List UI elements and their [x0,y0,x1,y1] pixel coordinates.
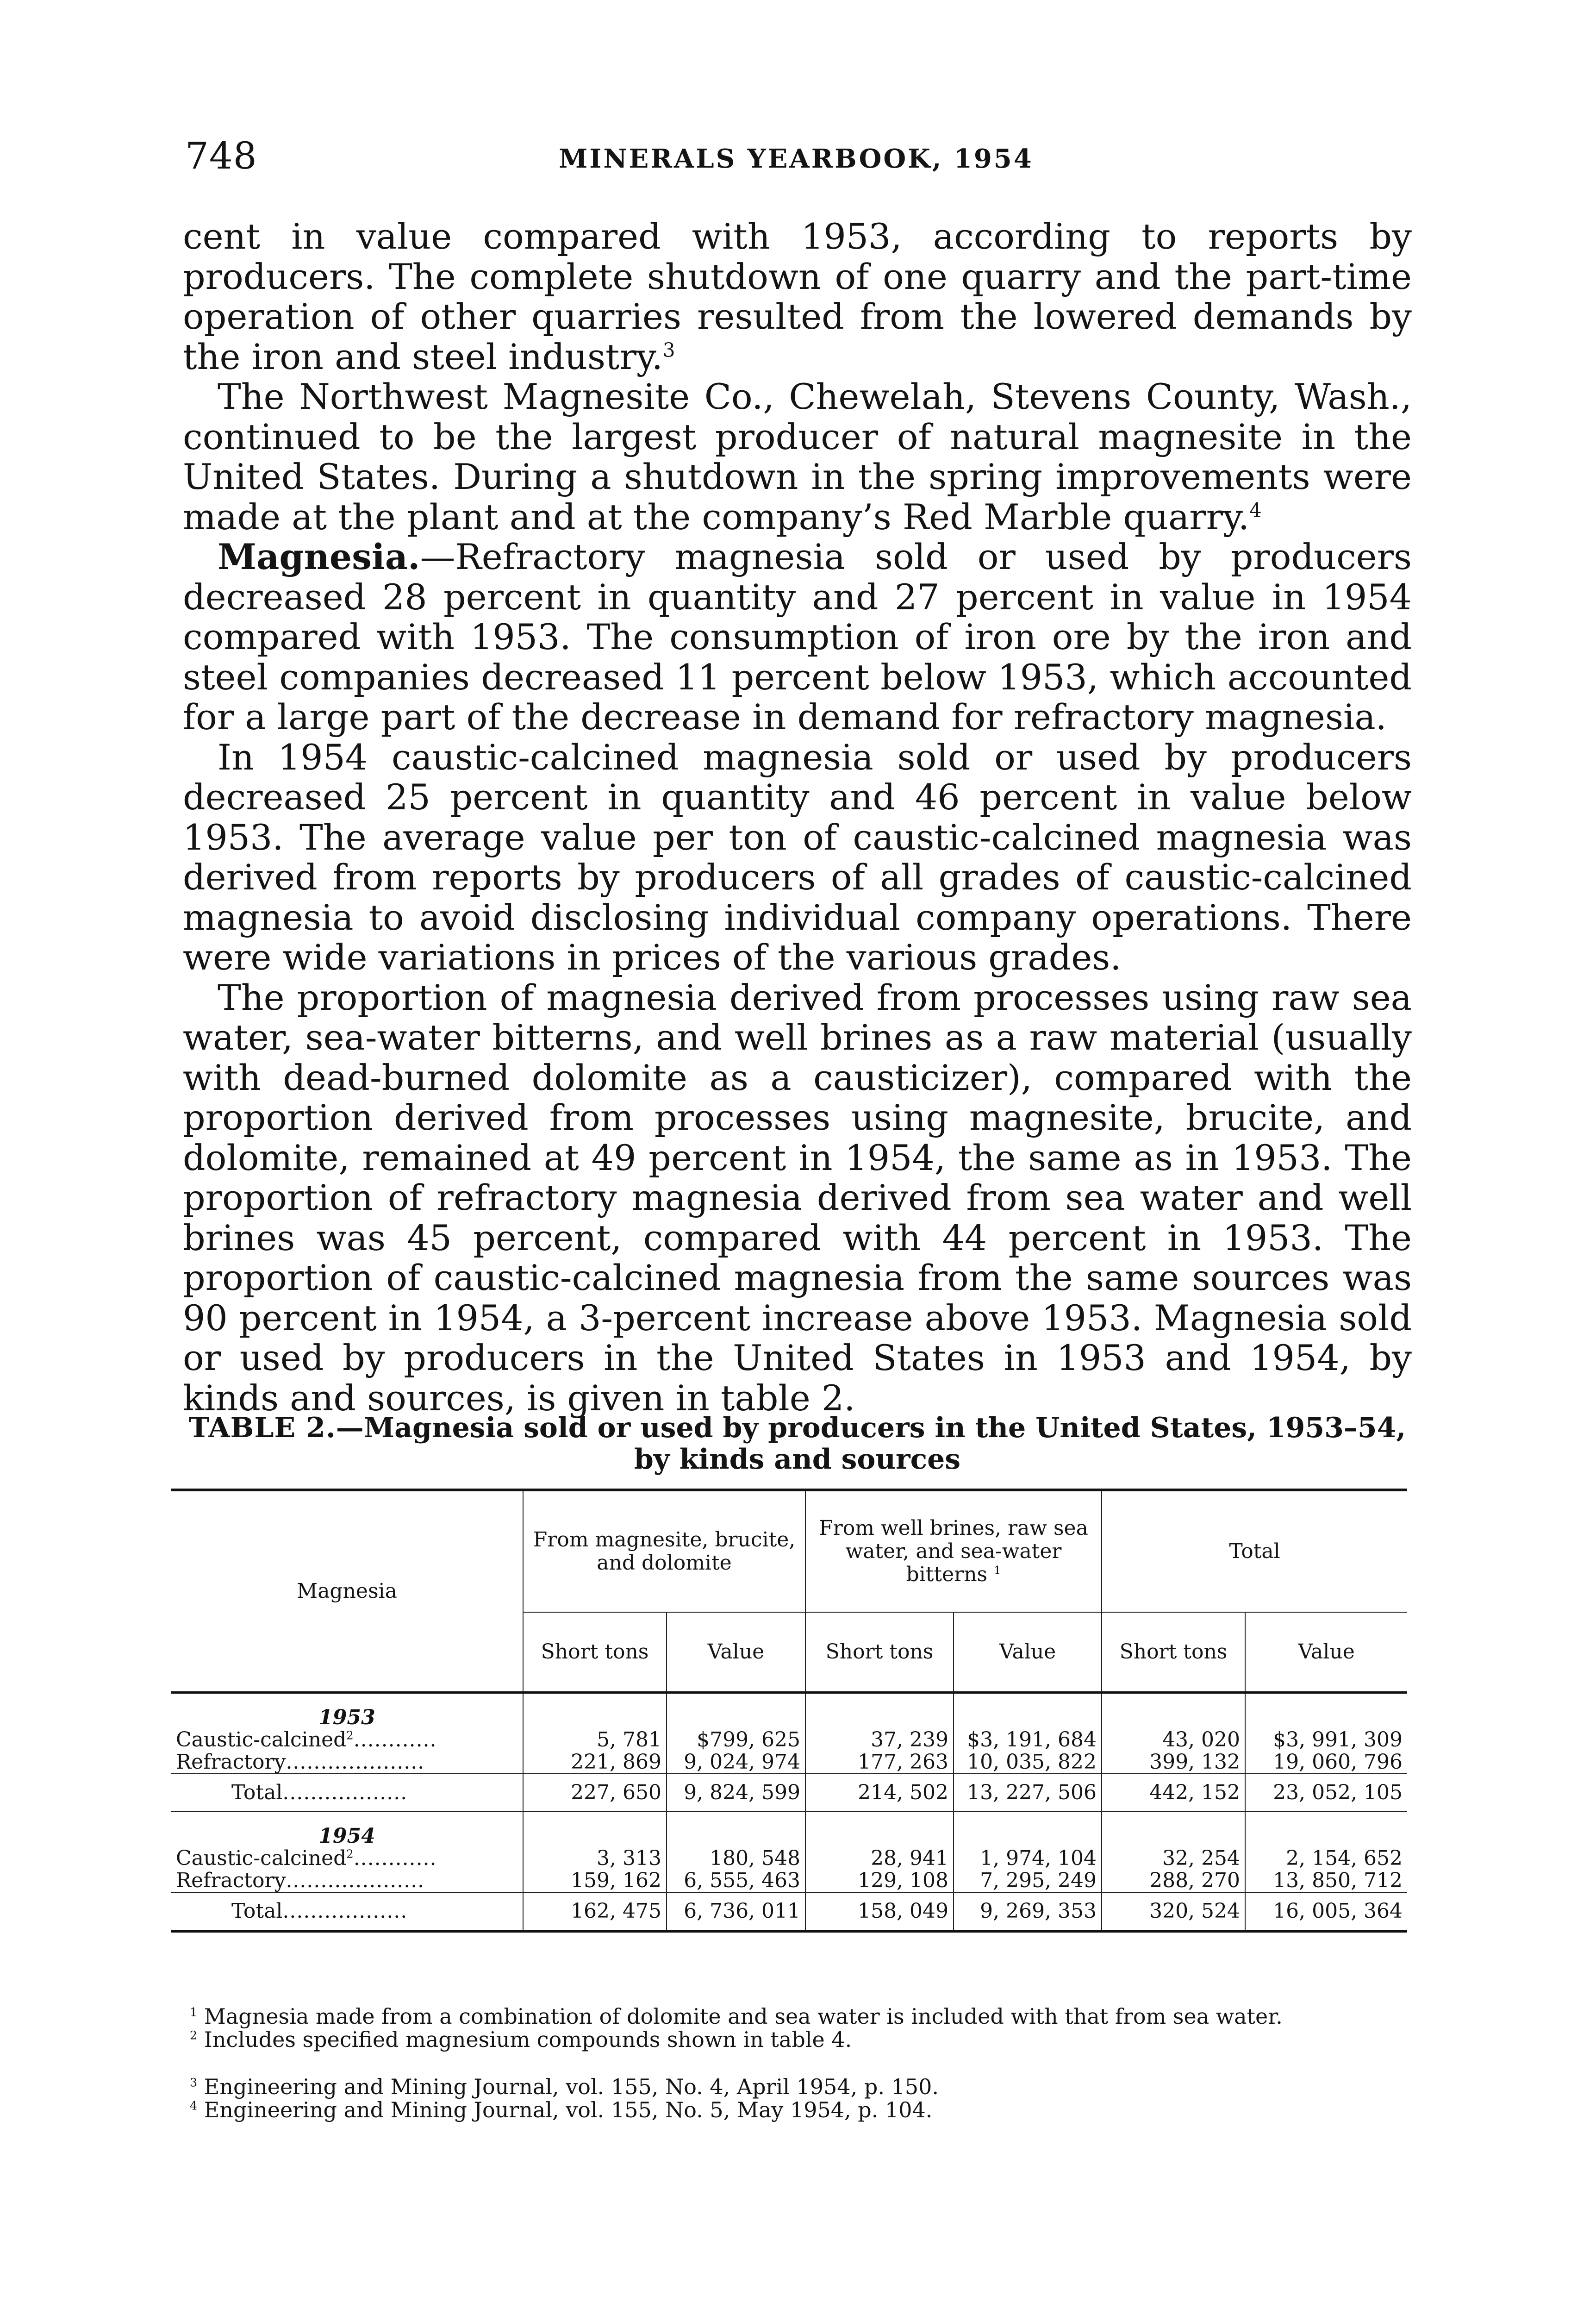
col-value: Value [954,1612,1102,1693]
running-title: MINERALS YEARBOOK, 1954 [559,144,1034,174]
cell: $799, 625 [667,1729,805,1751]
col-value: Value [1245,1612,1407,1693]
cell: 3, 313 [523,1847,667,1870]
footnote-2: $^2$ Includes specified magnesium compounds shown in table 4. [190,2027,852,2052]
col-value: Value [667,1612,805,1693]
body-text [183,217,1412,1418]
table-title: —Magnesia sold or used by producers in the United States, 1953–54, by kinds and sources [336,1412,1406,1476]
cell: 227, 650 [523,1774,667,1812]
cell: 5, 781 [523,1729,667,1751]
footnote-1: $^1$ Magnesia made from a combination of dolomite and sea water is included with that from sea water. [190,2004,1283,2029]
cell: 32, 254 [1102,1847,1245,1870]
col-group-total: Total [1102,1490,1407,1612]
cell: 28, 941 [805,1847,954,1870]
footnote-ref-3: 3 [662,338,675,362]
table-label: TABLE 2. [188,1412,336,1444]
cell: 6, 555, 463 [667,1870,805,1892]
footnote-ref-1: 1 [994,1564,1001,1577]
paragraph-1: cent in value compared with 1953, according to reports by producers. The complete shutdown of one quarry and the part-time operation of other quarries resulted from the lowered demands by the iron and steel industry.$^3$ [183,216,1412,377]
year-label: 1954 [318,1824,375,1848]
magnesia-table [171,1489,1407,1933]
section-heading-magnesia: Magnesia. [218,536,420,577]
cell: 9, 024, 974 [667,1751,805,1774]
table-caption [183,1412,1412,1475]
year-row-1953 [171,1693,1407,1729]
col-group-sea-water: From well brines, raw sea water, and sea-water bitterns $^1$ [805,1490,1102,1612]
page-header [181,134,1412,185]
row-label: Caustic-calcined$^2$............ [176,1846,437,1870]
cell: 159, 162 [523,1870,667,1892]
cell: 214, 502 [805,1774,954,1812]
year-row-1954 [171,1812,1407,1847]
table-row [171,1729,1407,1751]
cell: 158, 049 [805,1892,954,1931]
col-group-magnesite: From magnesite, brucite, and dolomite [523,1490,805,1612]
cell: 13, 227, 506 [954,1774,1102,1812]
paragraph-3: Magnesia.—Refractory magnesia sold or used by producers decreased 28 percent in quantity and 27 percent in value in 1954 compared with 1953. The consumption of iron ore by the iron and steel companies decreased 11 percent below 1953, which accounted for a large part of the decrease in demand for refractory magnesia. [183,536,1412,738]
row-label: Refractory.................... [176,1869,425,1892]
paragraph-2: The Northwest Magnesite Co., Chewelah, Stevens County, Wash., continued to be the largest producer of natural magnesite in the United States. During a shutdown in the spring improvements were made at the plant and at the company’s Red Marble quarry.$^4$ [183,376,1412,538]
row-label: Total.................. [171,1892,523,1931]
cell: $3, 991, 309 [1245,1729,1407,1751]
cell: $3, 191, 684 [954,1729,1102,1751]
cell: 399, 132 [1102,1751,1245,1774]
cell: 129, 108 [805,1870,954,1892]
paragraph-5: The proportion of magnesia derived from processes using raw sea water, sea-water bitterns, and well brines as a raw material (usually with dead-burned dolomite as a causticizer), compared with the proportion derived from processes using magnesite, brucite, and dolomite, remained at 49 percent in 1954, the same as in 1953. The proportion of refractory magnesia derived from sea water and well brines was 45 percent, compared with 44 percent in 1953. The proportion of caustic-calcined magnesia from the same sources was 90 percent in 1954, a 3-percent increase above 1953. Magnesia sold or used by producers in the United States in 1953 and 1954, by kinds and sources, is given in table 2. [183,976,1412,1419]
cell: 43, 020 [1102,1729,1245,1751]
cell: 221, 869 [523,1751,667,1774]
footnote-4: $^4$ Engineering and Mining Journal, vol. 155, No. 5, May 1954, p. 104. [190,2097,933,2122]
row-label: Total.................. [171,1774,523,1812]
cell: 7, 295, 249 [954,1870,1102,1892]
cell: 177, 263 [805,1751,954,1774]
total-row-1953 [171,1774,1407,1812]
footnote-ref-4: 4 [1249,499,1262,522]
row-label: Caustic-calcined$^2$............ [176,1728,437,1752]
table-row [171,1847,1407,1870]
row-label: Refractory.................... [176,1750,425,1774]
cell: 13, 850, 712 [1245,1870,1407,1892]
cell: 6, 736, 011 [667,1892,805,1931]
footnote-3: $^3$ Engineering and Mining Journal, vol. 155, No. 4, April 1954, p. 150. [190,2074,939,2099]
cell: 320, 524 [1102,1892,1245,1931]
col-short-tons: Short tons [1102,1612,1245,1693]
page-number: 748 [185,134,257,177]
footnotes [190,2005,1412,2121]
year-label: 1953 [318,1706,375,1729]
table-row [171,1751,1407,1774]
col-short-tons: Short tons [523,1612,667,1693]
total-row-1954 [171,1892,1407,1931]
cell: 180, 548 [667,1847,805,1870]
col-header-magnesia: Magnesia [171,1490,523,1693]
cell: 162, 475 [523,1892,667,1931]
cell: 10, 035, 822 [954,1751,1102,1774]
cell: 23, 052, 105 [1245,1774,1407,1812]
cell: 2, 154, 652 [1245,1847,1407,1870]
cell: 16, 005, 364 [1245,1892,1407,1931]
cell: 1, 974, 104 [954,1847,1102,1870]
cell: 9, 269, 353 [954,1892,1102,1931]
cell: 37, 239 [805,1729,954,1751]
cell: 288, 270 [1102,1870,1245,1892]
table-row [171,1870,1407,1892]
cell: 19, 060, 796 [1245,1751,1407,1774]
col-short-tons: Short tons [805,1612,954,1693]
paragraph-4: In 1954 caustic-calcined magnesia sold or used by producers decreased 25 percent in quantity and 46 percent in value below 1953. The average value per ton of caustic-calcined magnesia was derived from reports by producers of all grades of caustic-calcined magnesia to avoid disclosing individual company operations. There were wide variations in prices of the various grades. [183,736,1412,978]
cell: 9, 824, 599 [667,1774,805,1812]
cell: 442, 152 [1102,1774,1245,1812]
